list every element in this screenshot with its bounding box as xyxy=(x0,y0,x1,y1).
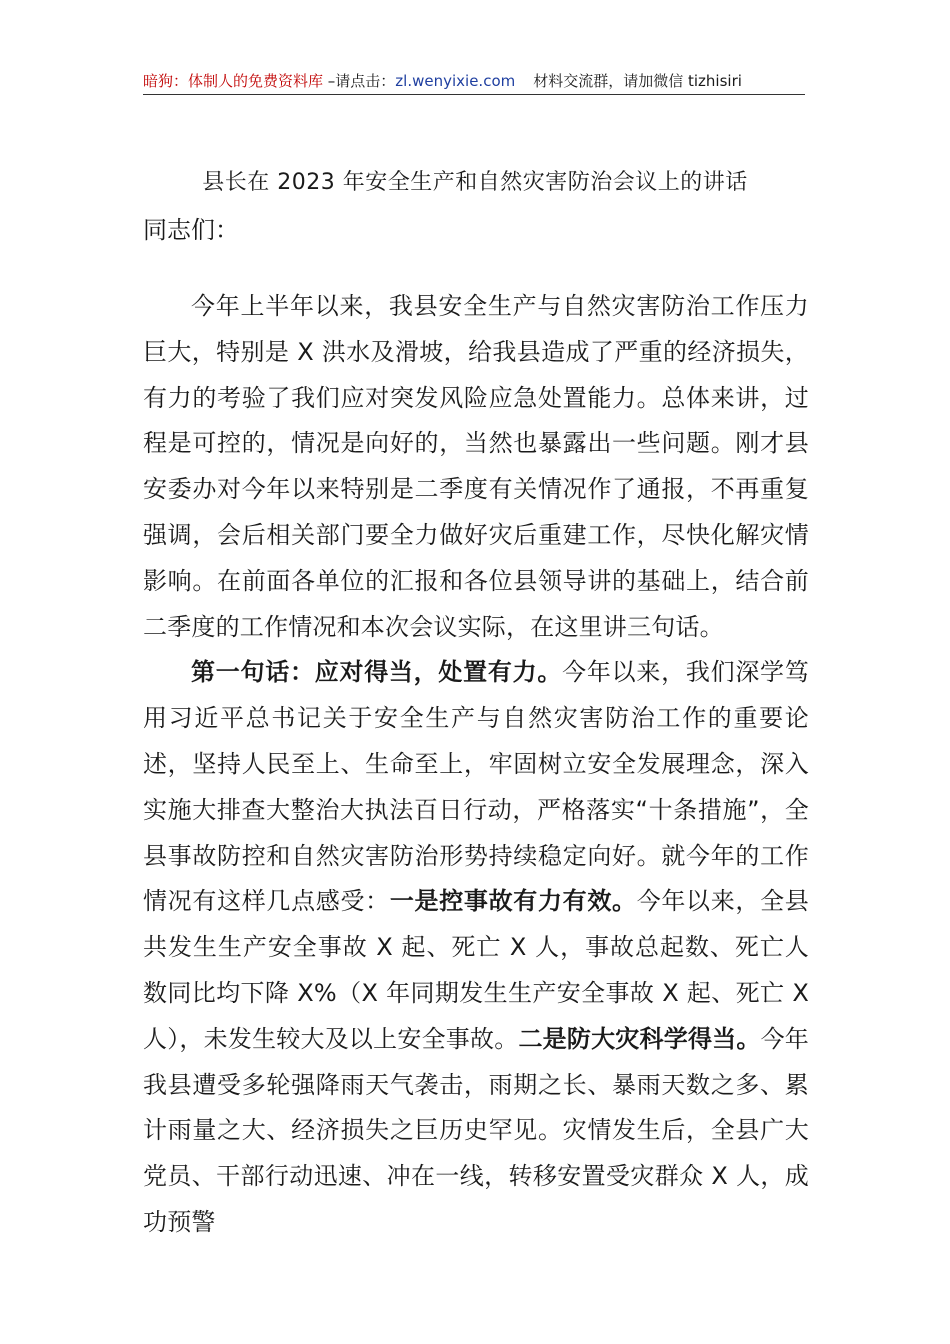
document-body xyxy=(143,284,809,1246)
salutation: 同志们： xyxy=(143,216,239,244)
header-link-prefix: –请点击： xyxy=(323,72,396,90)
header-brand: 暗狗：体制人的免费资料库 xyxy=(143,72,324,90)
first-point-text: 今年以来，我们深学笃用习近平总书记关于安全生产与自然灾害防治工作的重要论述，坚持人民至上、生命至上，牢固树立安全发展理念，深入实施大排查大整治大执法百日行动，严格落实“十条措施”，全县事故防控和自然灾害防治形势持续稳定向好。就今年的工作情况有这样几点感受： xyxy=(143,658,809,916)
document-title: 县长在 2023 年安全生产和自然灾害防治会议上的讲话 xyxy=(202,170,748,195)
subpoint-one-text: 今年以来，全县共发生生产安全事故 X 起、死亡 X 人，事故总起数、死亡人数同比均下降 X%（X 年同期发生生产安全事故 X 起、死亡 X 人），未发生较大及以上安全事故。 xyxy=(143,887,809,1053)
paragraph-first-point xyxy=(143,650,809,1245)
header-contact: 材料交流群，请加微信 tizhisiri xyxy=(533,72,742,90)
subpoint-one-heading: 一是控事故有力有效。 xyxy=(389,887,637,916)
subpoint-two-heading: 二是防大灾科学得当。 xyxy=(518,1024,761,1053)
header-link[interactable]: zl.wenyixie.com xyxy=(395,72,516,90)
subpoint-two-text: 今年我县遭受多轮强降雨天气袭击，雨期之长、暴雨天数之多、累计雨量之大、经济损失之巨历史罕见。灾情发生后，全县广大党员、干部行动迅速、冲在一线，转移安置受灾群众 X 人，成功预警 xyxy=(143,1024,810,1236)
first-point-heading: 第一句话：应对得当，处置有力。 xyxy=(191,658,563,687)
page-header xyxy=(143,70,805,95)
paragraph-intro: 今年上半年以来，我县安全生产与自然灾害防治工作压力巨大，特别是 X 洪水及滑坡，给我县造成了严重的经济损失，有力的考验了我们应对突发风险应急处置能力。总体来讲，过程是可控的，情况是向好的，当然也暴露出一些问题。刚才县安委办对今年以来特别是二季度有关情况作了通报，不再重复强调，会后相关部门要全力做好灾后重建工作，尽快化解灾情影响。在前面各单位的汇报和各位县领导讲的基础上，结合前二季度的工作情况和本次会议实际，在这里讲三句话。 xyxy=(143,292,809,641)
